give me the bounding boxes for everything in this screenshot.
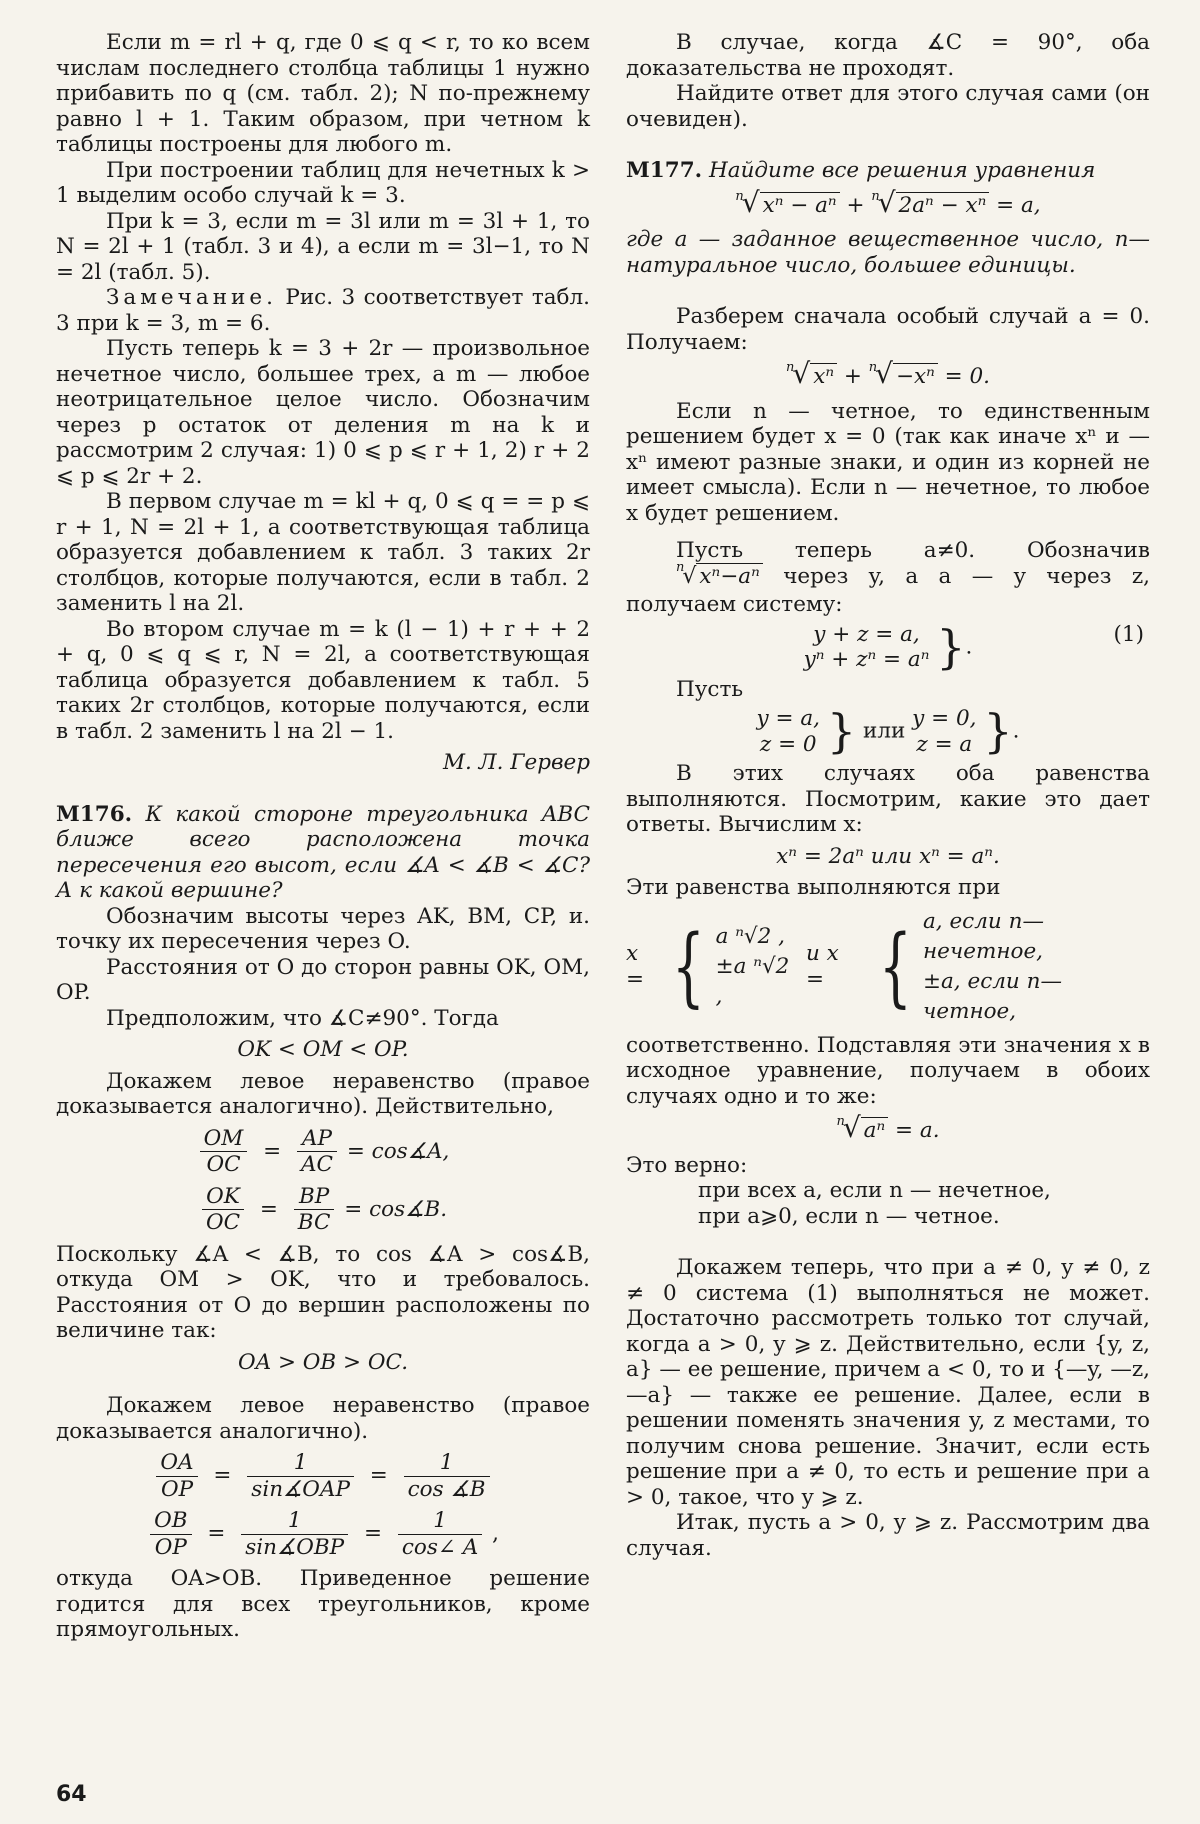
paragraph: В первом случае m = kl + q, 0 ⩽ q = = p ⩽ r + 1, N = 2l + 1, а соответствующая таблица образуется добавлением к табл. 3 таких 2r столбцов, которые получаются, если в табл. 2 заменить l на 2l. <box>56 489 590 616</box>
problem-statement: Найдите все решения уравнения <box>709 158 1096 183</box>
condition-line: при всех a, если n — нечетное, <box>698 1178 1051 1203</box>
paragraph: Предположим, что ∡C≠90°. Тогда <box>106 1005 499 1031</box>
paragraph: Пусть <box>676 676 744 702</box>
paragraph: Расстояния от O до сторон равны OK, OM, OP. <box>56 954 590 1005</box>
remark-text: Рис. 3 соответствует табл. 3 при k = 3, m = 6. <box>56 285 590 336</box>
paragraph: Если m = rl + q, где 0 ⩽ q < r, то ко всем числам последнего столбца таблицы 1 нужно прибавить по q (см. табл. 2); N по-прежнему равно l + 1. Таким образом, при четном k таблицы построены для любого m. <box>56 30 590 157</box>
paragraph: В случае, когда ∡C = 90°, оба доказательства не проходят. <box>626 30 1150 81</box>
page-number: 64 <box>56 1782 87 1807</box>
paragraph: Разберем сначала особый случай a = 0. Получаем: <box>626 304 1150 355</box>
fraction: $\frac{OK}{OC}$ <box>202 1184 244 1236</box>
fraction: $\frac{AP}{AC}$ <box>297 1126 337 1178</box>
paragraph <box>56 285 590 336</box>
fraction: $\frac{OM}{OC}$ <box>200 1126 248 1178</box>
condition-line: при a⩾0, если n — четное. <box>698 1203 1000 1229</box>
paragraph: При построении таблиц для нечетных k > 1 выделим особо случай k = 3. <box>56 157 590 208</box>
paragraph: откуда OA>OB. Приведенное решение годится для всех треугольников, кроме прямоугольных. <box>56 1566 590 1642</box>
problem-statement: К какой стороне треугольника ABC ближе всего расположена точка пересечения его высот, если ∡A < ∡B < ∡C? А к какой вершине? <box>56 801 590 903</box>
system-1: y + z = a, yⁿ + zⁿ = aⁿ }. (1) <box>803 619 1144 674</box>
problem-label: М176. <box>56 801 133 827</box>
paragraph: Обозначим высоты через AK, BM, CP, и. точку их пересечения через O. <box>56 903 590 954</box>
problem-condition: где a — заданное вещественное число, n—натуральное число, большее единицы. <box>626 227 1150 278</box>
equation: $^n$√ aⁿ = a. <box>836 1111 940 1144</box>
case-equation: x = { a ⁿ√2 , ±a ⁿ√2 , и x = { a, если n—нечетное, ±a, если n—четное, <box>626 908 1062 1024</box>
paragraph: Если n — четное, то единственным решением будет x = 0 (так как иначе xⁿ и —xⁿ имеют разные знаки, и один из корней не имеет смысла). Если n — нечетное, то любое x будет решением. <box>626 398 1150 526</box>
paragraph: Это верно: <box>626 1152 748 1178</box>
equation-number: (1) <box>1113 621 1144 647</box>
fraction-equation: $\frac{OK}{OC}$ = $\frac{BP}{BC}$ = cos∡B. <box>56 1184 590 1236</box>
paragraph: В этих случаях оба равенства выполняются. Посмотрим, какие это дает ответы. Вычислим x: <box>626 761 1150 837</box>
equation: OA > OB > OC. <box>237 1349 409 1375</box>
paragraph: соответственно. Подставляя эти значения x в исходное уравнение, получаем в обоих случаях одно и то же: <box>626 1032 1150 1109</box>
paragraph: Эти равенства выполняются при <box>626 875 1001 900</box>
author-signature: М. Л. Гервер <box>442 750 590 775</box>
equation: $^n$√ xⁿ + $^n$√ −xⁿ = 0. <box>785 357 991 390</box>
equation: xⁿ = 2aⁿ или xⁿ = aⁿ. <box>776 843 1000 869</box>
problem-label: М177. <box>626 158 703 183</box>
system-2: y = a, z = 0 } или y = 0, z = a }. <box>756 703 1020 758</box>
paragraph: Итак, пусть a > 0, y ⩾ z. Рассмотрим два случая. <box>626 1510 1150 1561</box>
fraction-equation: $\frac{OM}{OC}$ = $\frac{AP}{AC}$ = cos∡A, <box>56 1126 590 1178</box>
paragraph: Во втором случае m = k (l − 1) + r + + 2 + q, 0 ⩽ q ⩽ r, N = 2l, а соответствующая таблица образуется добавлением к табл. 5 таких 2r столбцов, которые получаются, если в табл. 2 заменить l на 2l − 1. <box>56 616 590 744</box>
paragraph: Докажем левое неравенство (правое доказывается аналогично). Действительно, <box>56 1068 590 1119</box>
remark-label: Замечание. <box>106 285 277 310</box>
paragraph: Пусть теперь a≠0. Обозначив $^n$√ xⁿ−aⁿ через y, а a — y через z, получаем систему: <box>626 538 1150 617</box>
paragraph: Пусть теперь k = 3 + 2r — произвольное нечетное число, большее трех, а m — любое неотрицательное целое число. Обозначим через p остаток от деления m на k и рассмотрим 2 случая: 1) 0 ⩽ p ⩽ r + 1, 2) r + 2 ⩽ p ⩽ 2r + 2. <box>56 336 590 489</box>
main-equation: $^n$√ xⁿ − aⁿ + $^n$√ 2aⁿ − xⁿ = a, <box>735 185 1041 219</box>
fraction: $\frac{BP}{BC}$ <box>294 1184 335 1236</box>
problem-m177 <box>626 158 1150 184</box>
left-column <box>56 30 590 1643</box>
paragraph: Поскольку ∡A < ∡B, то cos ∡A > cos∡B, откуда OM > OK, что и требовалось. Расстояния от O до вершин расположены по величине так: <box>56 1241 590 1343</box>
fraction-equation: $\frac{OA}{OP}$ = $\frac{1}{\text{sin∡OAP}}$ = $\frac{1}{\cos ∡B}$ <box>56 1450 590 1502</box>
paragraph: Докажем левое неравенство (правое доказывается аналогично). <box>56 1393 590 1444</box>
problem-m176 <box>56 802 590 904</box>
fraction-equation: $\frac{OB}{OP}$ = $\frac{1}{\text{sin∡OBP}}$ = $\frac{1}{\cos\angle A}$ , <box>56 1508 590 1560</box>
equation: OK < OM < OP. <box>237 1037 409 1062</box>
paragraph: Найдите ответ для этого случая сами (он очевиден). <box>626 81 1150 132</box>
right-column <box>626 30 1150 1561</box>
paragraph: Докажем теперь, что при a ≠ 0, y ≠ 0, z ≠ 0 система (1) выполняться не может. Достаточно рассмотреть только тот случай, когда a > 0, y ⩾ z. Действительно, если {y, z, a} — ее решение, причем a < 0, то и {—y, —z, —a} — также ее решение. Далее, если в решении поменять значения y, z местами, то получим снова решение. Значит, если есть решение при a ≠ 0, то есть и решение при a > 0, такое, что y ⩾ z. <box>626 1255 1150 1510</box>
paragraph: При k = 3, если m = 3l или m = 3l + 1, то N = 2l + 1 (табл. 3 и 4), а если m = 3l−1, то N = 2l (табл. 5). <box>56 208 590 285</box>
